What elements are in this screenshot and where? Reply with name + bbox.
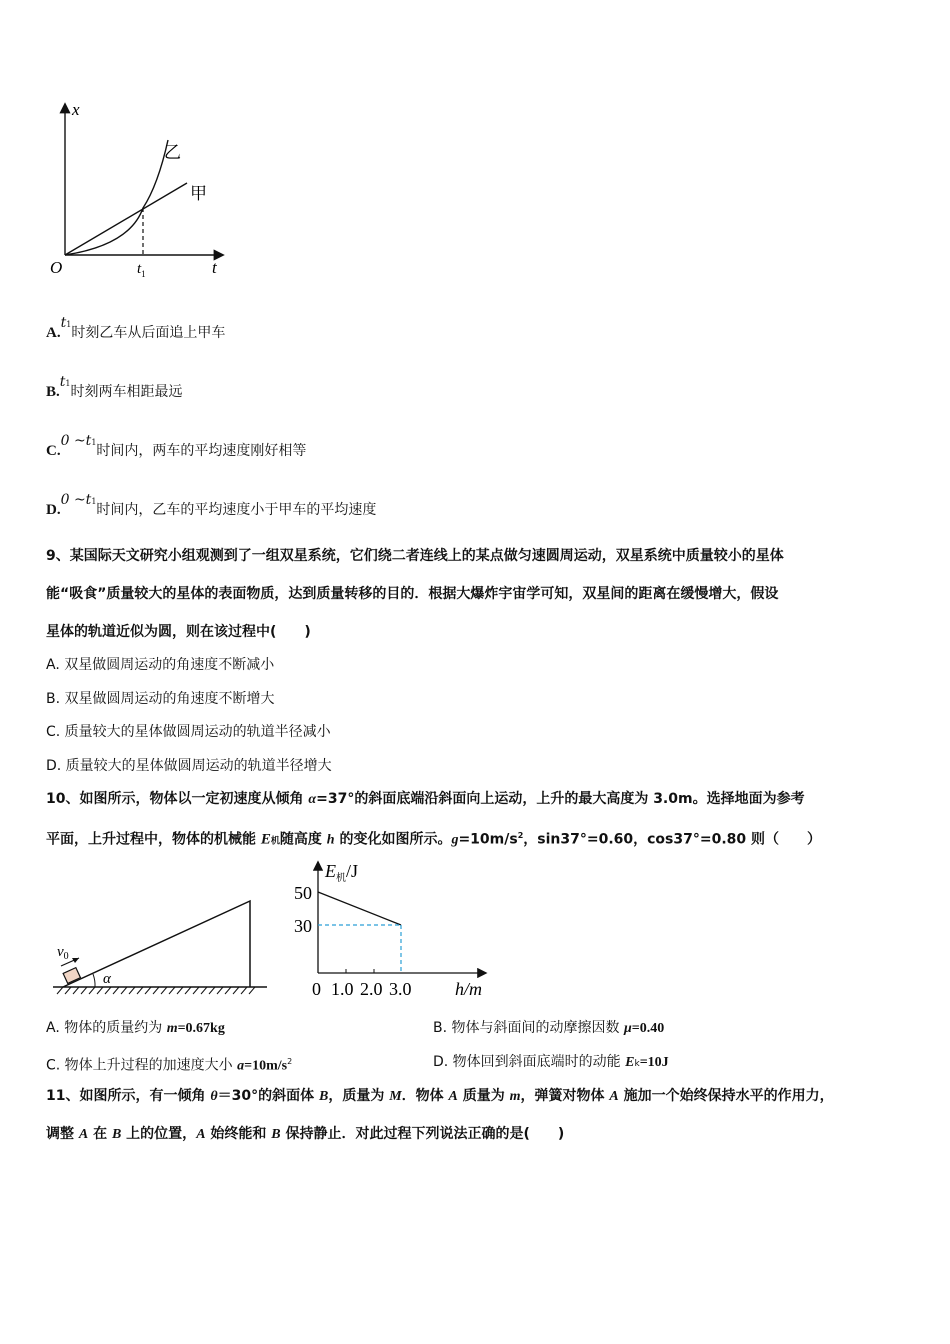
q9-stem-line-2: 能“吸食”质量较大的星体的表面物质，达到质量转移的目的．根据大爆炸宇宙学可知，双星间的距离在缓慢增大，假设 <box>46 586 779 602</box>
option-text: 时刻两车相距最远 <box>70 384 183 400</box>
block <box>63 968 80 984</box>
energy-line <box>318 892 401 925</box>
q9-stem-line-1: 9、某国际天文研究小组观测到了一组双星系统，它们绕二者连线上的某点做匀速圆周运动，双星系统中质量较小的星体 <box>46 548 784 564</box>
incline-triangle <box>63 901 250 987</box>
ground-hatching <box>57 987 255 994</box>
angle-label: α <box>103 971 111 987</box>
q11-stem-line-1: 11、如图所示，有一倾角 θ＝30°的斜面体 B，质量为 M．物体 A 质量为 m，弹簧对物体 A 施加一个始终保持水平的作用力， <box>46 1088 834 1104</box>
graph-x-label: h/m <box>455 979 482 999</box>
jia-line <box>65 183 187 255</box>
q10-stem-line-1: 10、如图所示，物体以一定初速度从倾角 α=37°的斜面底端沿斜面向上运动，上升的最大高度为 3.0m。选择地面为参考 <box>46 791 805 807</box>
origin-label: O <box>50 258 63 277</box>
option-text: 时间内，两车的平均速度刚好相等 <box>96 443 307 459</box>
x-tick-0: 0 <box>312 979 321 999</box>
q9-option-d: D. 质量较大的星体做圆周运动的轨道半径增大 <box>46 758 332 774</box>
energy-height-graph <box>285 855 500 1000</box>
option-letter: C. <box>46 443 61 459</box>
option-text: 时刻乙车从后面追上甲车 <box>71 325 226 341</box>
option-symbol: 0 ~t1 <box>60 492 97 508</box>
x-tick-1: 1.0 <box>331 979 354 999</box>
option-symbol: 0 ~t1 <box>60 433 97 449</box>
q8-option-b <box>46 374 183 404</box>
t1-label: $t_1$ <box>137 261 146 279</box>
graph-y-label: $E_机/J$ <box>325 861 359 884</box>
jia-label: 甲 <box>190 184 207 203</box>
y-axis-label: x <box>72 100 80 119</box>
q10-option-b: B. 物体与斜面间的动摩擦因数 μ=0.40 <box>433 1020 665 1036</box>
y-tick-50: 50 <box>294 883 312 903</box>
option-letter: D. <box>46 502 61 518</box>
option-letter: B. <box>46 384 60 400</box>
option-letter: A. <box>46 325 61 341</box>
q9-stem-line-3: 星体的轨道近似为圆，则在该过程中( ) <box>46 624 311 640</box>
q8-option-a <box>46 315 226 345</box>
y-tick-30: 30 <box>294 916 312 936</box>
x-tick-2: 2.0 <box>360 979 383 999</box>
incline-figure <box>45 890 275 1005</box>
yi-label: 乙 <box>164 143 181 162</box>
q9-option-c: C. 质量较大的星体做圆周运动的轨道半径减小 <box>46 724 331 740</box>
x-axis-label: t <box>212 258 217 277</box>
option-text: 时间内，乙车的平均速度小于甲车的平均速度 <box>96 502 377 518</box>
q8-option-c <box>46 433 307 463</box>
q9-option-b: B. 双星做圆周运动的角速度不断增大 <box>46 691 275 707</box>
q10-stem-line-2: 平面，上升过程中，物体的机械能 E机随高度 h 的变化如图所示。$g=10m/s^2$，sin37°=0.60，cos37°=0.80 则（ ） <box>46 831 822 848</box>
q10-option-a: A. 物体的质量约为 m=0.67kg <box>46 1020 225 1036</box>
yi-curve <box>65 140 168 255</box>
x-tick-3: 3.0 <box>389 979 412 999</box>
xt-graph <box>40 95 240 285</box>
option-symbol: t1 <box>59 374 71 390</box>
q9-option-a: A. 双星做圆周运动的角速度不断减小 <box>46 657 275 673</box>
q8-option-d <box>46 492 377 522</box>
angle-arc <box>93 974 95 987</box>
q11-stem-line-2: 调整 A 在 B 上的位置，A 始终能和 B 保持静止．对此过程下列说法正确的是( ) <box>46 1126 565 1142</box>
option-symbol: t1 <box>60 315 72 331</box>
q10-option-d: D. 物体回到斜面底端时的动能 Ek=10J <box>433 1054 669 1070</box>
velocity-label: $v_0$ <box>57 944 69 962</box>
q10-option-c: C. 物体上升过程的加速度大小 $a=10m/s^2$ <box>46 1057 293 1074</box>
